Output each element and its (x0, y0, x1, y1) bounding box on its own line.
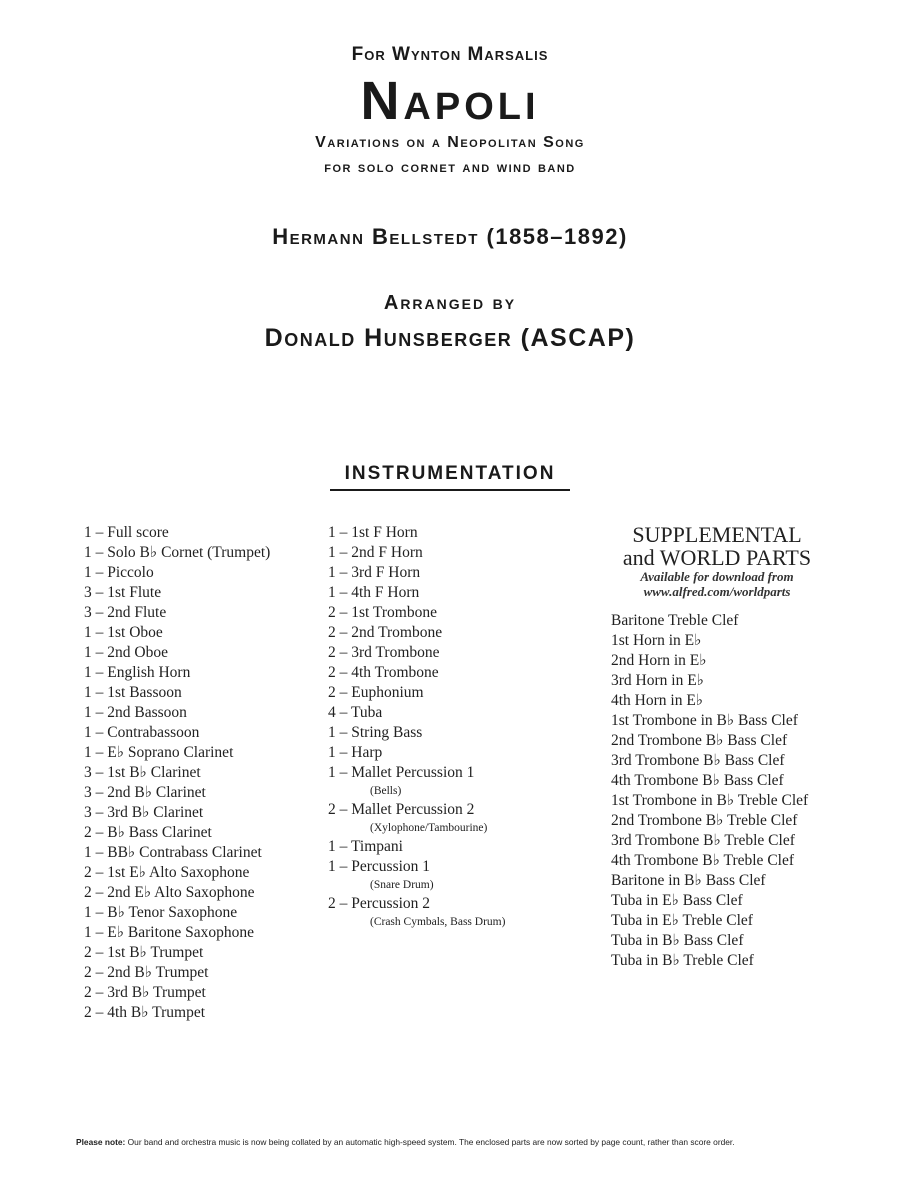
supplemental-title: SUPPLEMENTAL (632, 522, 802, 547)
instrument-item: 1 – 2nd Oboe (84, 644, 168, 661)
instrument-item: 1 – 2nd Bassoon (84, 704, 187, 721)
world-parts-title: and WORLD PARTS (622, 545, 812, 570)
instrument-item: 3 – 1st Flute (84, 584, 162, 601)
instrument-item: 1 – 4th F Horn (328, 584, 420, 601)
supplemental-parts (606, 523, 828, 971)
instrument-item: 1 – Harp (328, 744, 383, 761)
supplemental-part-item: 2nd Trombone B♭ Bass Clef (611, 732, 788, 749)
instrument-item: 2 – 4th Trombone (328, 664, 439, 681)
supplemental-part-item: 2nd Horn in E♭ (611, 652, 707, 669)
instrument-item: 2 – 2nd B♭ Trumpet (84, 964, 209, 981)
instrument-item-note: (Crash Cymbals, Bass Drum) (370, 916, 506, 928)
footnote-label: Please note: (76, 1137, 126, 1147)
instrument-item: 1 – 1st Bassoon (84, 684, 182, 701)
instrumentation-heading: INSTRUMENTATION (330, 463, 570, 491)
supplemental-part-item: Tuba in E♭ Bass Clef (611, 892, 743, 909)
download-url[interactable]: www.alfred.com/worldparts (643, 584, 791, 599)
instrument-item: 2 – 1st E♭ Alto Saxophone (84, 864, 250, 881)
instrument-item: 2 – Percussion 2 (328, 895, 431, 912)
supplemental-part-item: 1st Horn in E♭ (611, 632, 702, 649)
subtitle-line-1: Variations on a Neopolitan Song (315, 134, 585, 151)
supplemental-part-item: 4th Trombone B♭ Treble Clef (611, 852, 795, 869)
supplemental-part-item: 4th Trombone B♭ Bass Clef (611, 772, 784, 789)
instrument-item: 1 – Percussion 1 (328, 858, 431, 875)
instrumentation-column-1 (84, 523, 324, 1023)
instrument-item: 2 – 3rd Trombone (328, 644, 440, 661)
supplemental-part-item: 2nd Trombone B♭ Treble Clef (611, 812, 798, 829)
instrument-item: 2 – 2nd Trombone (328, 624, 443, 641)
download-note: Available for download from (640, 569, 794, 584)
instrument-item: 2 – 3rd B♭ Trumpet (84, 984, 206, 1001)
instrument-item: 1 – English Horn (84, 664, 191, 681)
instrument-item: 1 – 1st Oboe (84, 624, 163, 641)
instrumentation-column-2 (328, 523, 578, 931)
instrument-item: 2 – Euphonium (328, 684, 424, 701)
instrument-item: 1 – Piccolo (84, 564, 154, 581)
instrument-item: 3 – 3rd B♭ Clarinet (84, 804, 204, 821)
instrument-item: 3 – 1st B♭ Clarinet (84, 764, 201, 781)
arranged-by-label: Arranged by (383, 292, 517, 314)
instrument-item: 2 – B♭ Bass Clarinet (84, 824, 212, 841)
supplemental-parts-list (606, 611, 828, 971)
instrument-item-note: (Xylophone/Tambourine) (370, 822, 488, 834)
instrument-item: 3 – 2nd Flute (84, 604, 167, 621)
instrument-item: 1 – E♭ Soprano Clarinet (84, 744, 234, 761)
supplemental-part-item: Tuba in B♭ Bass Clef (611, 932, 744, 949)
instrument-item: 2 – Mallet Percussion 2 (328, 801, 475, 818)
instrument-item: 1 – Contrabassoon (84, 724, 200, 741)
supplemental-part-item: Baritone in B♭ Bass Clef (611, 872, 766, 889)
instrument-item: 2 – 2nd E♭ Alto Saxophone (84, 884, 255, 901)
supplemental-part-item: 3rd Trombone B♭ Treble Clef (611, 832, 795, 849)
instrument-item: 1 – Timpani (328, 838, 403, 855)
supplemental-part-item: Tuba in E♭ Treble Clef (611, 912, 753, 929)
instrument-item: 1 – BB♭ Contrabass Clarinet (84, 844, 262, 861)
instrument-item: 1 – 2nd F Horn (328, 544, 423, 561)
supplemental-part-item: 1st Trombone in B♭ Treble Clef (611, 792, 809, 809)
page-title: Napoli (360, 71, 540, 131)
instrument-item: 3 – 2nd B♭ Clarinet (84, 784, 206, 801)
supplemental-part-item: 3rd Trombone B♭ Bass Clef (611, 752, 785, 769)
footnote (76, 1137, 836, 1147)
instrument-item: 1 – E♭ Baritone Saxophone (84, 924, 255, 941)
instrument-item-note: (Snare Drum) (370, 879, 434, 891)
instrument-item: 1 – Mallet Percussion 1 (328, 764, 475, 781)
supplemental-part-item: Tuba in B♭ Treble Clef (611, 952, 754, 969)
instrument-item: 1 – 3rd F Horn (328, 564, 421, 581)
supplemental-part-item: 4th Horn in E♭ (611, 692, 704, 709)
supplemental-part-item: 1st Trombone in B♭ Bass Clef (611, 712, 798, 729)
instrument-item: 1 – String Bass (328, 724, 423, 741)
footnote-text: Our band and orchestra music is now being collated by an automatic high-speed system. The enclosed parts are now sorted by page count, rather than score order. (125, 1137, 735, 1147)
supplemental-part-item: Baritone Treble Clef (611, 612, 739, 629)
instrument-item: 2 – 4th B♭ Trumpet (84, 1004, 206, 1021)
instrument-item: 4 – Tuba (328, 704, 383, 721)
instrument-item: 1 – 1st F Horn (328, 524, 418, 541)
instrument-item: 2 – 1st B♭ Trumpet (84, 944, 204, 961)
instrument-item: 1 – Full score (84, 524, 169, 541)
instrument-item: 1 – B♭ Tenor Saxophone (84, 904, 238, 921)
subtitle-line-2: for solo cornet and wind band (324, 159, 576, 176)
arranger: Donald Hunsberger (ASCAP) (264, 324, 636, 352)
composer: Hermann Bellstedt (1858–1892) (272, 224, 628, 249)
supplemental-part-item: 3rd Horn in E♭ (611, 672, 704, 689)
instrument-item-note: (Bells) (370, 785, 402, 797)
instrument-item: 2 – 1st Trombone (328, 604, 437, 621)
instrument-item: 1 – Solo B♭ Cornet (Trumpet) (84, 544, 271, 561)
dedication: For Wynton Marsalis (351, 44, 549, 65)
